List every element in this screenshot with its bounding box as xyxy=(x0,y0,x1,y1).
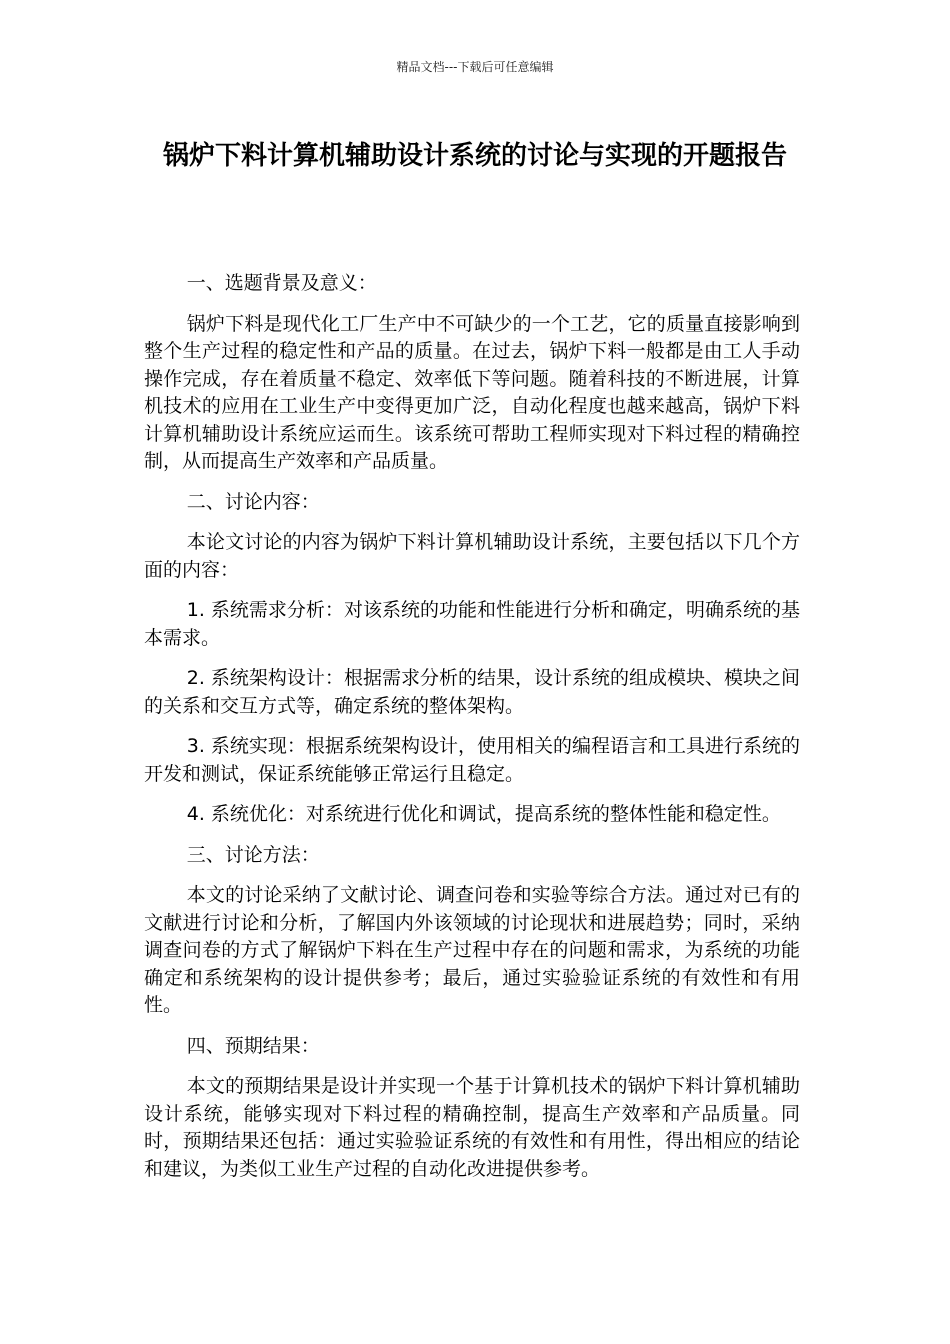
paragraph-results: 本文的预期结果是设计并实现一个基于计算机技术的锅炉下料计算机辅助设计系统，能够实现对下料过程的精确控制，提高生产效率和产品质量。同时，预期结果还包括：通过实验验证系统的有效性和有用性，得出相应的结论和建议，为类似工业生产过程的自动化改进提供参考。 xyxy=(144,1075,800,1180)
list-item-requirements: 1. 系统需求分析：对该系统的功能和性能进行分析和确定，明确系统的基本需求。 xyxy=(144,599,800,649)
section-heading-method: 三、讨论方法： xyxy=(186,843,320,866)
document-title: 锅炉下料计算机辅助设计系统的讨论与实现的开题报告 xyxy=(162,141,787,171)
document-body xyxy=(144,270,800,1196)
list-item-architecture: 2. 系统架构设计：根据需求分析的结果，设计系统的组成模块、模块之间的关系和交互方式等，确定系统的整体架构。 xyxy=(144,667,800,717)
section-heading-content: 二、讨论内容： xyxy=(186,490,320,513)
list-item-optimization: 4. 系统优化：对系统进行优化和调试，提高系统的整体性能和稳定性。 xyxy=(186,803,781,825)
list-item-implementation: 3. 系统实现：根据系统架构设计，使用相关的编程语言和工具进行系统的开发和测试，保证系统能够正常运行且稳定。 xyxy=(144,735,800,785)
paragraph-method: 本文的讨论采纳了文献讨论、调查问卷和实验等综合方法。通过对已有的文献进行讨论和分析，了解国内外该领域的讨论现状和进展趋势；同时，采纳调查问卷的方式了解锅炉下料在生产过程中存在的问题和需求，为系统的功能确定和系统架构的设计提供参考；最后，通过实验验证系统的有效性和有用性。 xyxy=(144,884,800,1016)
paragraph-content-intro: 本论文讨论的内容为锅炉下料计算机辅助设计系统，主要包括以下几个方面的内容： xyxy=(144,531,800,581)
paragraph-background: 锅炉下料是现代化工厂生产中不可缺少的一个工艺，它的质量直接影响到整个生产过程的稳定性和产品的质量。在过去，锅炉下料一般都是由工人手动操作完成，存在着质量不稳定、效率低下等问题。随着科技的不断进展，计算机技术的应用在工业生产中变得更加广泛，自动化程度也越来越高，锅炉下料计算机辅助设计系统应运而生。该系统可帮助工程师实现对下料过程的精确控制，从而提高生产效率和产品质量。 xyxy=(144,312,800,472)
page-header-note: 精品文档---下载后可任意编辑 xyxy=(396,60,554,74)
section-heading-background: 一、选题背景及意义： xyxy=(186,272,377,294)
section-heading-results: 四、预期结果： xyxy=(186,1034,320,1057)
